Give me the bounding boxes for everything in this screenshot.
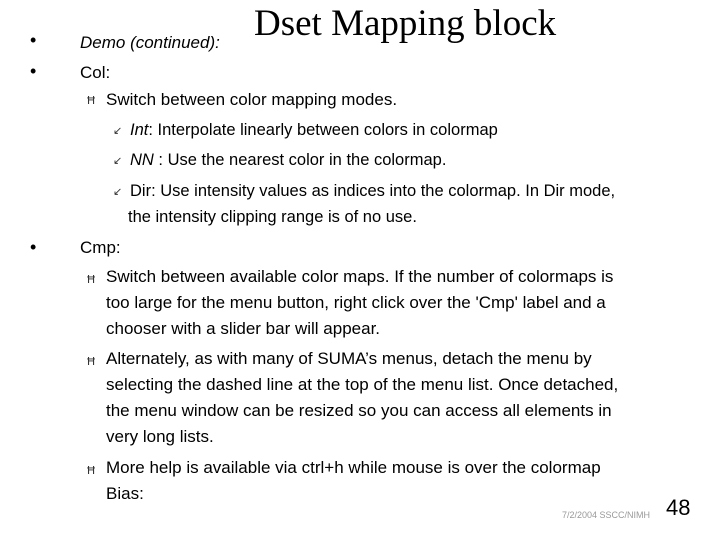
arrow-down-left-icon: ↙: [113, 124, 123, 137]
bullet-dot-icon: •: [30, 61, 37, 81]
cmp-item2-line1: Alternately, as with many of SUMA’s menus, detach the menu by: [106, 349, 592, 368]
demo-label: Demo (continued):: [80, 33, 220, 52]
int-mode-text: Int: Interpolate linearly between colors in colormap: [130, 121, 498, 139]
dir-mode-text-line1: Dir: Use intensity values as indices into the colormap. In Dir mode,: [130, 182, 616, 200]
cmp-item3-line1: More help is available via ctrl+h while mouse is over the colormap: [106, 458, 601, 477]
cmp-item3-line2: Bias:: [106, 484, 144, 503]
page-number: 48: [666, 495, 691, 520]
cmp-item1-line1: Switch between available color maps. If the number of colormaps is: [106, 267, 614, 286]
bullet-dot-icon: •: [30, 30, 37, 50]
h-bullet-icon: Ħ: [86, 464, 97, 477]
bullet-dot-icon: •: [30, 237, 37, 257]
cmp-item1-line3: chooser with a slider bar will appear.: [106, 319, 381, 338]
cmp-label: Cmp:: [80, 238, 121, 257]
cmp-item1-line2: too large for the menu button, right click over the 'Cmp' label and a: [106, 293, 606, 312]
col-switch-text: Switch between color mapping modes.: [106, 90, 398, 109]
slide-footer: 7/2/2004 SSCC/NIMH: [562, 510, 651, 520]
cmp-item2-line4: very long lists.: [106, 427, 214, 446]
h-bullet-icon: Ħ: [86, 273, 97, 286]
arrow-down-left-icon: ↙: [113, 154, 123, 167]
h-bullet-icon: Ħ: [86, 94, 97, 107]
cmp-item2-line2: selecting the dashed line at the top of the menu list. Once detached,: [106, 375, 619, 394]
slide-title: Dset Mapping block: [254, 3, 557, 44]
h-bullet-icon: Ħ: [86, 355, 97, 368]
cmp-item2-line3: the menu window can be resized so you can access all elements in: [106, 401, 612, 420]
dir-mode-text-line2: the intensity clipping range is of no use.: [128, 208, 417, 226]
nn-mode-text: NN : Use the nearest color in the colormap.: [130, 151, 447, 169]
arrow-down-left-icon: ↙: [113, 185, 123, 198]
col-label: Col:: [80, 63, 111, 82]
